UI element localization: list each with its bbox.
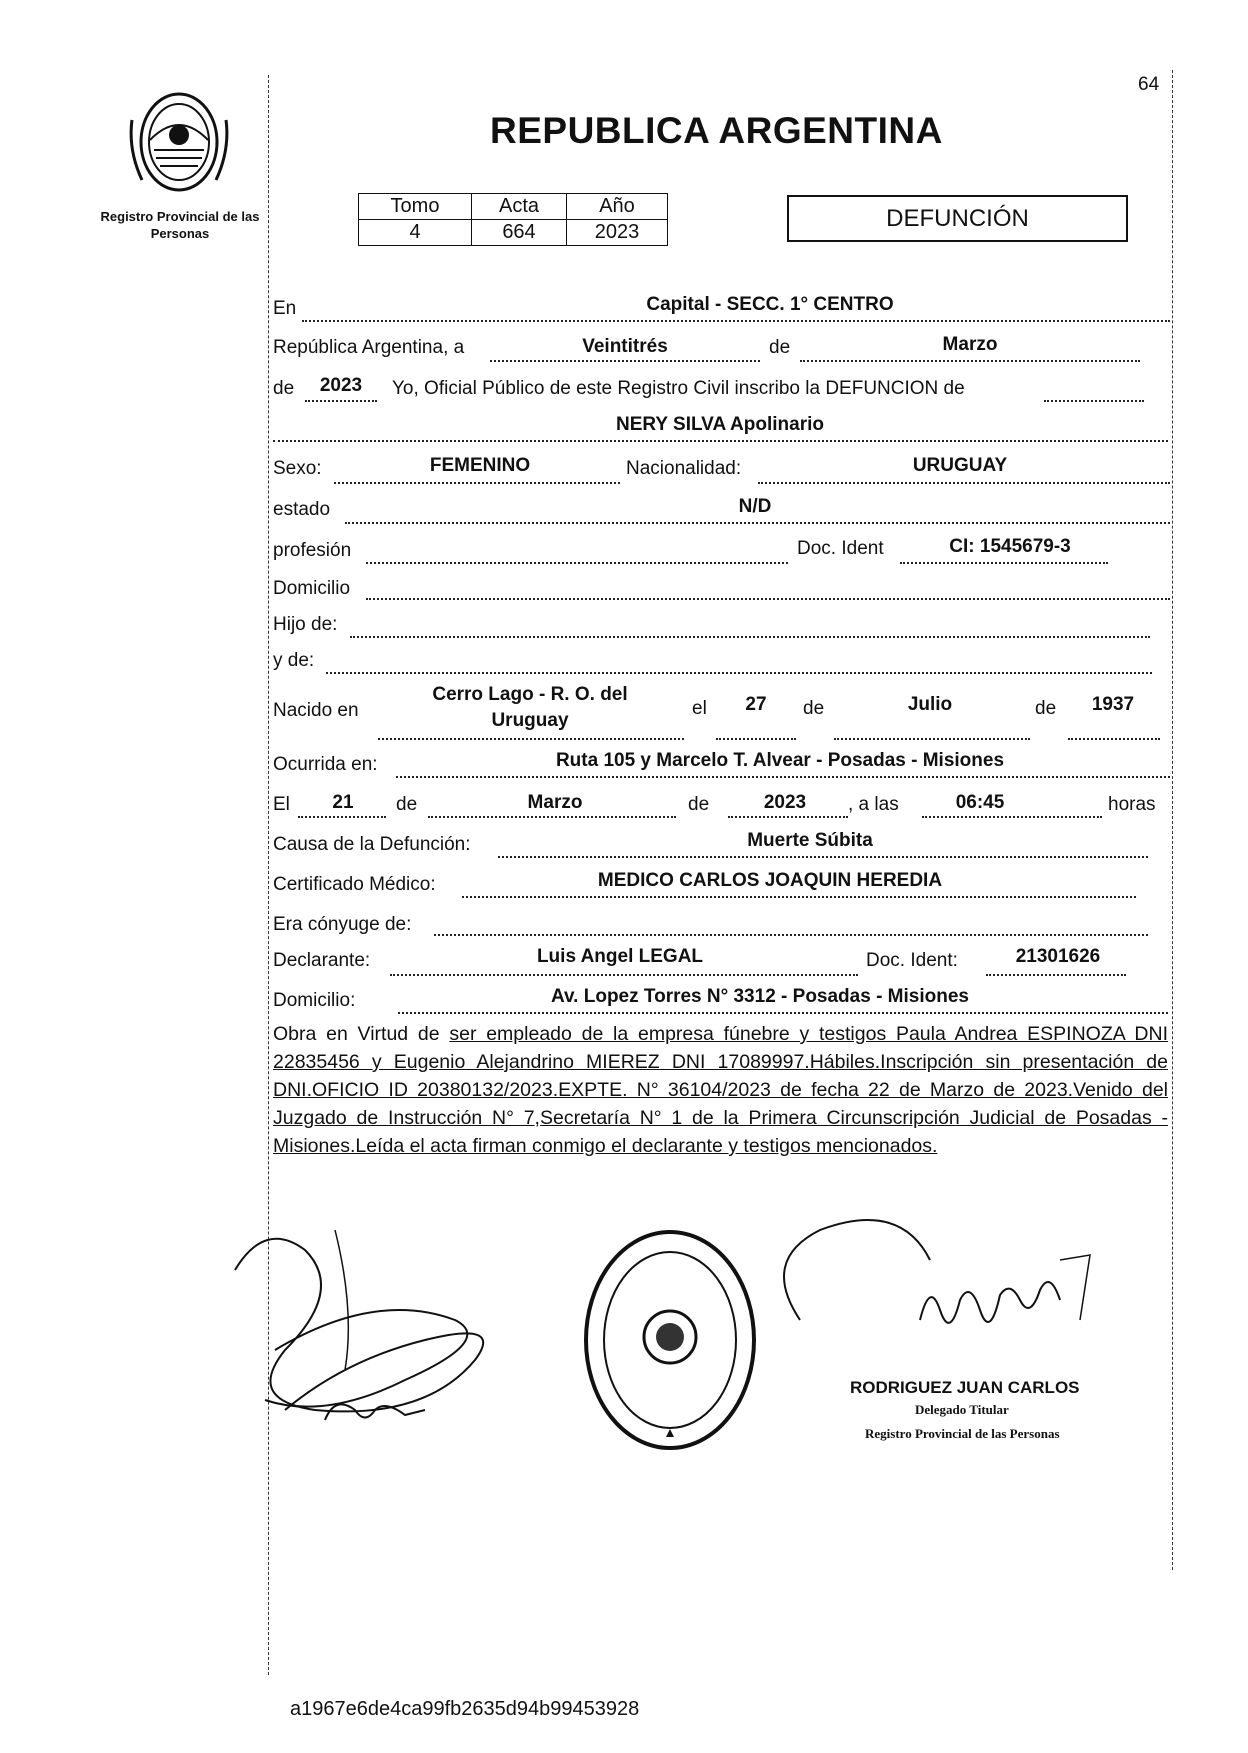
official-org: Registro Provincial de las Personas xyxy=(865,1426,1060,1441)
horas-label: horas xyxy=(1108,794,1156,815)
profesion-label: profesión xyxy=(273,540,352,561)
tomo-value: 4 xyxy=(359,220,472,246)
dotted-line xyxy=(1068,738,1160,740)
de-label: de xyxy=(273,378,295,399)
death-year-value: 2023 xyxy=(763,792,807,813)
obra-paragraph xyxy=(273,1020,1168,1160)
acta-value: 664 xyxy=(472,220,567,246)
yde-label: y de: xyxy=(273,650,315,671)
tomo-header: Tomo xyxy=(359,194,472,220)
conyuge-label: Era cónyuge de: xyxy=(273,914,412,935)
dotted-line xyxy=(498,856,1148,858)
obra-text: ser empleado de la empresa fúnebre y testigos Paula Andrea ESPINOZA DNI 22835456 y Eugenio Alejandrino MIEREZ DNI 17089997.Hábiles.Inscripción sin presentación de DNI.OFICIO ID 20380132/2023.EXPTE. N° 36104/2023 de fecha 22 de Marzo de 2023.Venido del Juzgado de Instrucción N° 7,Secretaría N° 1 de la Primera Circunscripción Judicial de Posadas - Misiones.Leída el acta firman conmigo el declarante y testigos mencionados. xyxy=(273,1023,1169,1157)
nacionalidad-label: Nacionalidad: xyxy=(626,458,742,479)
document-type-box: DEFUNCIÓN xyxy=(787,195,1128,242)
nacido-label: Nacido en xyxy=(273,700,359,721)
death-day-value: 21 xyxy=(332,792,354,813)
dotted-line xyxy=(1044,400,1144,402)
ocurrida-value: Ruta 105 y Marcelo T. Alvear - Posadas - Misiones xyxy=(555,750,1005,771)
nacionalidad-value: URUGUAY xyxy=(912,455,1008,476)
domicilio2-label: Domicilio: xyxy=(273,990,356,1011)
dotted-line xyxy=(922,816,1102,818)
nacido-place-line1: Cerro Lago - R. O. del xyxy=(432,684,628,705)
dotted-line xyxy=(305,400,377,402)
dotted-line xyxy=(378,738,684,740)
month-value: Marzo xyxy=(942,334,998,355)
dotted-line xyxy=(326,672,1152,674)
alas-label: , a las xyxy=(848,794,899,815)
dotted-line xyxy=(986,974,1126,976)
registry-logo xyxy=(120,80,238,198)
dotted-line xyxy=(428,816,676,818)
doc-ident-value: CI: 1545679-3 xyxy=(949,536,1071,557)
dotted-line xyxy=(728,816,848,818)
de-label: de xyxy=(396,794,418,815)
birth-day-value: 27 xyxy=(745,694,767,715)
dotted-line xyxy=(366,598,1170,600)
causa-label: Causa de la Defunción: xyxy=(273,834,471,855)
official-seal xyxy=(580,1225,760,1455)
dotted-line xyxy=(834,738,1030,740)
dotted-line xyxy=(462,896,1136,898)
dotted-line xyxy=(398,1012,1168,1014)
dotted-line xyxy=(758,482,1170,484)
ocurrida-label: Ocurrida en: xyxy=(273,754,378,775)
official-role: Delegado Titular xyxy=(915,1402,1009,1417)
dotted-line xyxy=(900,562,1108,564)
de-label: de xyxy=(688,794,710,815)
deceased-name: NERY SILVA Apolinario xyxy=(616,414,824,435)
dotted-line xyxy=(396,776,1170,778)
registry-name: Registro Provincial de las Personas xyxy=(100,209,260,241)
tomo-acta-anio-table xyxy=(358,193,668,246)
declarante-label: Declarante: xyxy=(273,950,371,971)
de-label: de xyxy=(1035,698,1057,719)
year-value: 2023 xyxy=(319,375,363,396)
right-margin-line xyxy=(1172,70,1173,1570)
signature-left xyxy=(225,1210,525,1460)
dotted-line xyxy=(716,738,796,740)
en-label: En xyxy=(273,298,297,319)
estado-value: N/D xyxy=(738,496,772,517)
domicilio2-value: Av. Lopez Torres N° 3312 - Posadas - Misiones xyxy=(551,986,969,1007)
declarante-value: Luis Angel LEGAL xyxy=(536,946,704,967)
dotted-line xyxy=(273,440,1168,442)
dotted-line xyxy=(350,636,1150,638)
acta-header: Acta xyxy=(472,194,567,220)
dotted-line xyxy=(345,522,1170,524)
sexo-label: Sexo: xyxy=(273,458,322,479)
death-time-value: 06:45 xyxy=(955,792,1005,813)
estado-label: estado xyxy=(273,499,331,520)
doc-ident2-label: Doc. Ident: xyxy=(866,950,958,971)
dotted-line xyxy=(800,360,1140,362)
dotted-line xyxy=(298,816,386,818)
republica-label: República Argentina, a xyxy=(273,337,465,358)
dotted-line xyxy=(490,360,760,362)
dotted-line xyxy=(390,974,858,976)
official-name: RODRIGUEZ JUAN CARLOS xyxy=(850,1378,1080,1397)
signature-right xyxy=(760,1200,1120,1380)
document-hash: a1967e6de4ca99fb2635d94b99453928 xyxy=(290,1698,640,1720)
dotted-line xyxy=(366,562,788,564)
day-words-value: Veintitrés xyxy=(582,336,668,357)
certificado-value: MEDICO CARLOS JOAQUIN HEREDIA xyxy=(597,870,943,891)
domicilio-label: Domicilio xyxy=(273,578,351,599)
death-month-value: Marzo xyxy=(527,792,583,813)
de-label: de xyxy=(769,337,791,358)
certificado-label: Certificado Médico: xyxy=(273,874,436,895)
statement-text: Yo, Oficial Público de este Registro Civil inscribo la DEFUNCION de xyxy=(392,378,965,399)
page-title: REPUBLICA ARGENTINA xyxy=(490,110,943,151)
causa-value: Muerte Súbita xyxy=(747,830,873,851)
anio-header: Año xyxy=(567,194,668,220)
page-number: 64 xyxy=(1138,74,1160,95)
sexo-value: FEMENINO xyxy=(429,455,531,476)
el-label: el xyxy=(692,698,707,719)
obra-prefix: Obra en Virtud de xyxy=(273,1023,440,1045)
doc-ident2-value: 21301626 xyxy=(1015,946,1101,967)
de-label: de xyxy=(803,698,825,719)
doc-ident-label: Doc. Ident xyxy=(797,538,884,559)
nacido-place-line2: Uruguay xyxy=(491,710,569,731)
place-value: Capital - SECC. 1° CENTRO xyxy=(646,294,894,315)
birth-year-value: 1937 xyxy=(1091,694,1135,715)
anio-value: 2023 xyxy=(567,220,668,246)
el-label: El xyxy=(273,794,290,815)
dotted-line xyxy=(434,934,1148,936)
dotted-line xyxy=(334,482,620,484)
birth-month-value: Julio xyxy=(907,694,953,715)
dotted-line xyxy=(302,320,1170,322)
hijo-label: Hijo de: xyxy=(273,614,338,635)
